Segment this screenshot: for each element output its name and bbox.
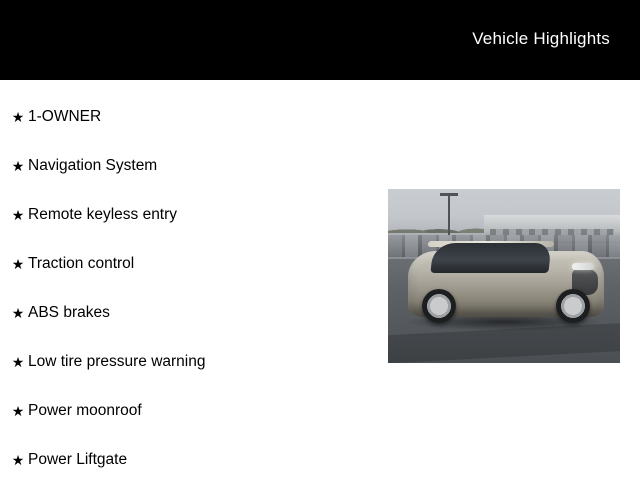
feature-label: Traction control: [28, 254, 135, 272]
page-title: Vehicle Highlights: [472, 29, 610, 48]
feature-label: Power moonroof: [28, 401, 142, 419]
feature-label: ABS brakes: [28, 303, 110, 321]
car-front-wheel-decoration: [556, 289, 590, 323]
list-item: [0, 92, 380, 141]
car-headlight-decoration: [572, 263, 594, 270]
highlights-list: [0, 80, 380, 484]
feature-label: 1-OWNER: [28, 107, 102, 125]
page-header: [0, 0, 640, 80]
list-item: [0, 337, 380, 386]
list-item: [0, 239, 380, 288]
star-icon: ★: [11, 108, 25, 125]
car-rear-wheel-decoration: [422, 289, 456, 323]
car-windows-decoration: [430, 243, 551, 273]
star-icon: ★: [11, 353, 25, 370]
list-item: [0, 190, 380, 239]
star-icon: ★: [11, 157, 25, 174]
list-item: [0, 141, 380, 190]
star-icon: ★: [11, 206, 25, 223]
feature-label: Low tire pressure warning: [28, 352, 206, 370]
feature-label: Power Liftgate: [28, 450, 128, 468]
star-icon: ★: [11, 451, 25, 468]
star-icon: ★: [11, 304, 25, 321]
feature-label: Navigation System: [28, 156, 158, 174]
feature-label: Remote keyless entry: [28, 205, 178, 223]
list-item: [0, 288, 380, 337]
star-icon: ★: [11, 255, 25, 272]
vehicle-photo-image: [388, 189, 620, 363]
vehicle-photo: [388, 189, 620, 363]
star-icon: ★: [11, 402, 25, 419]
list-item: [0, 386, 380, 435]
page-footer-space: [0, 472, 640, 480]
